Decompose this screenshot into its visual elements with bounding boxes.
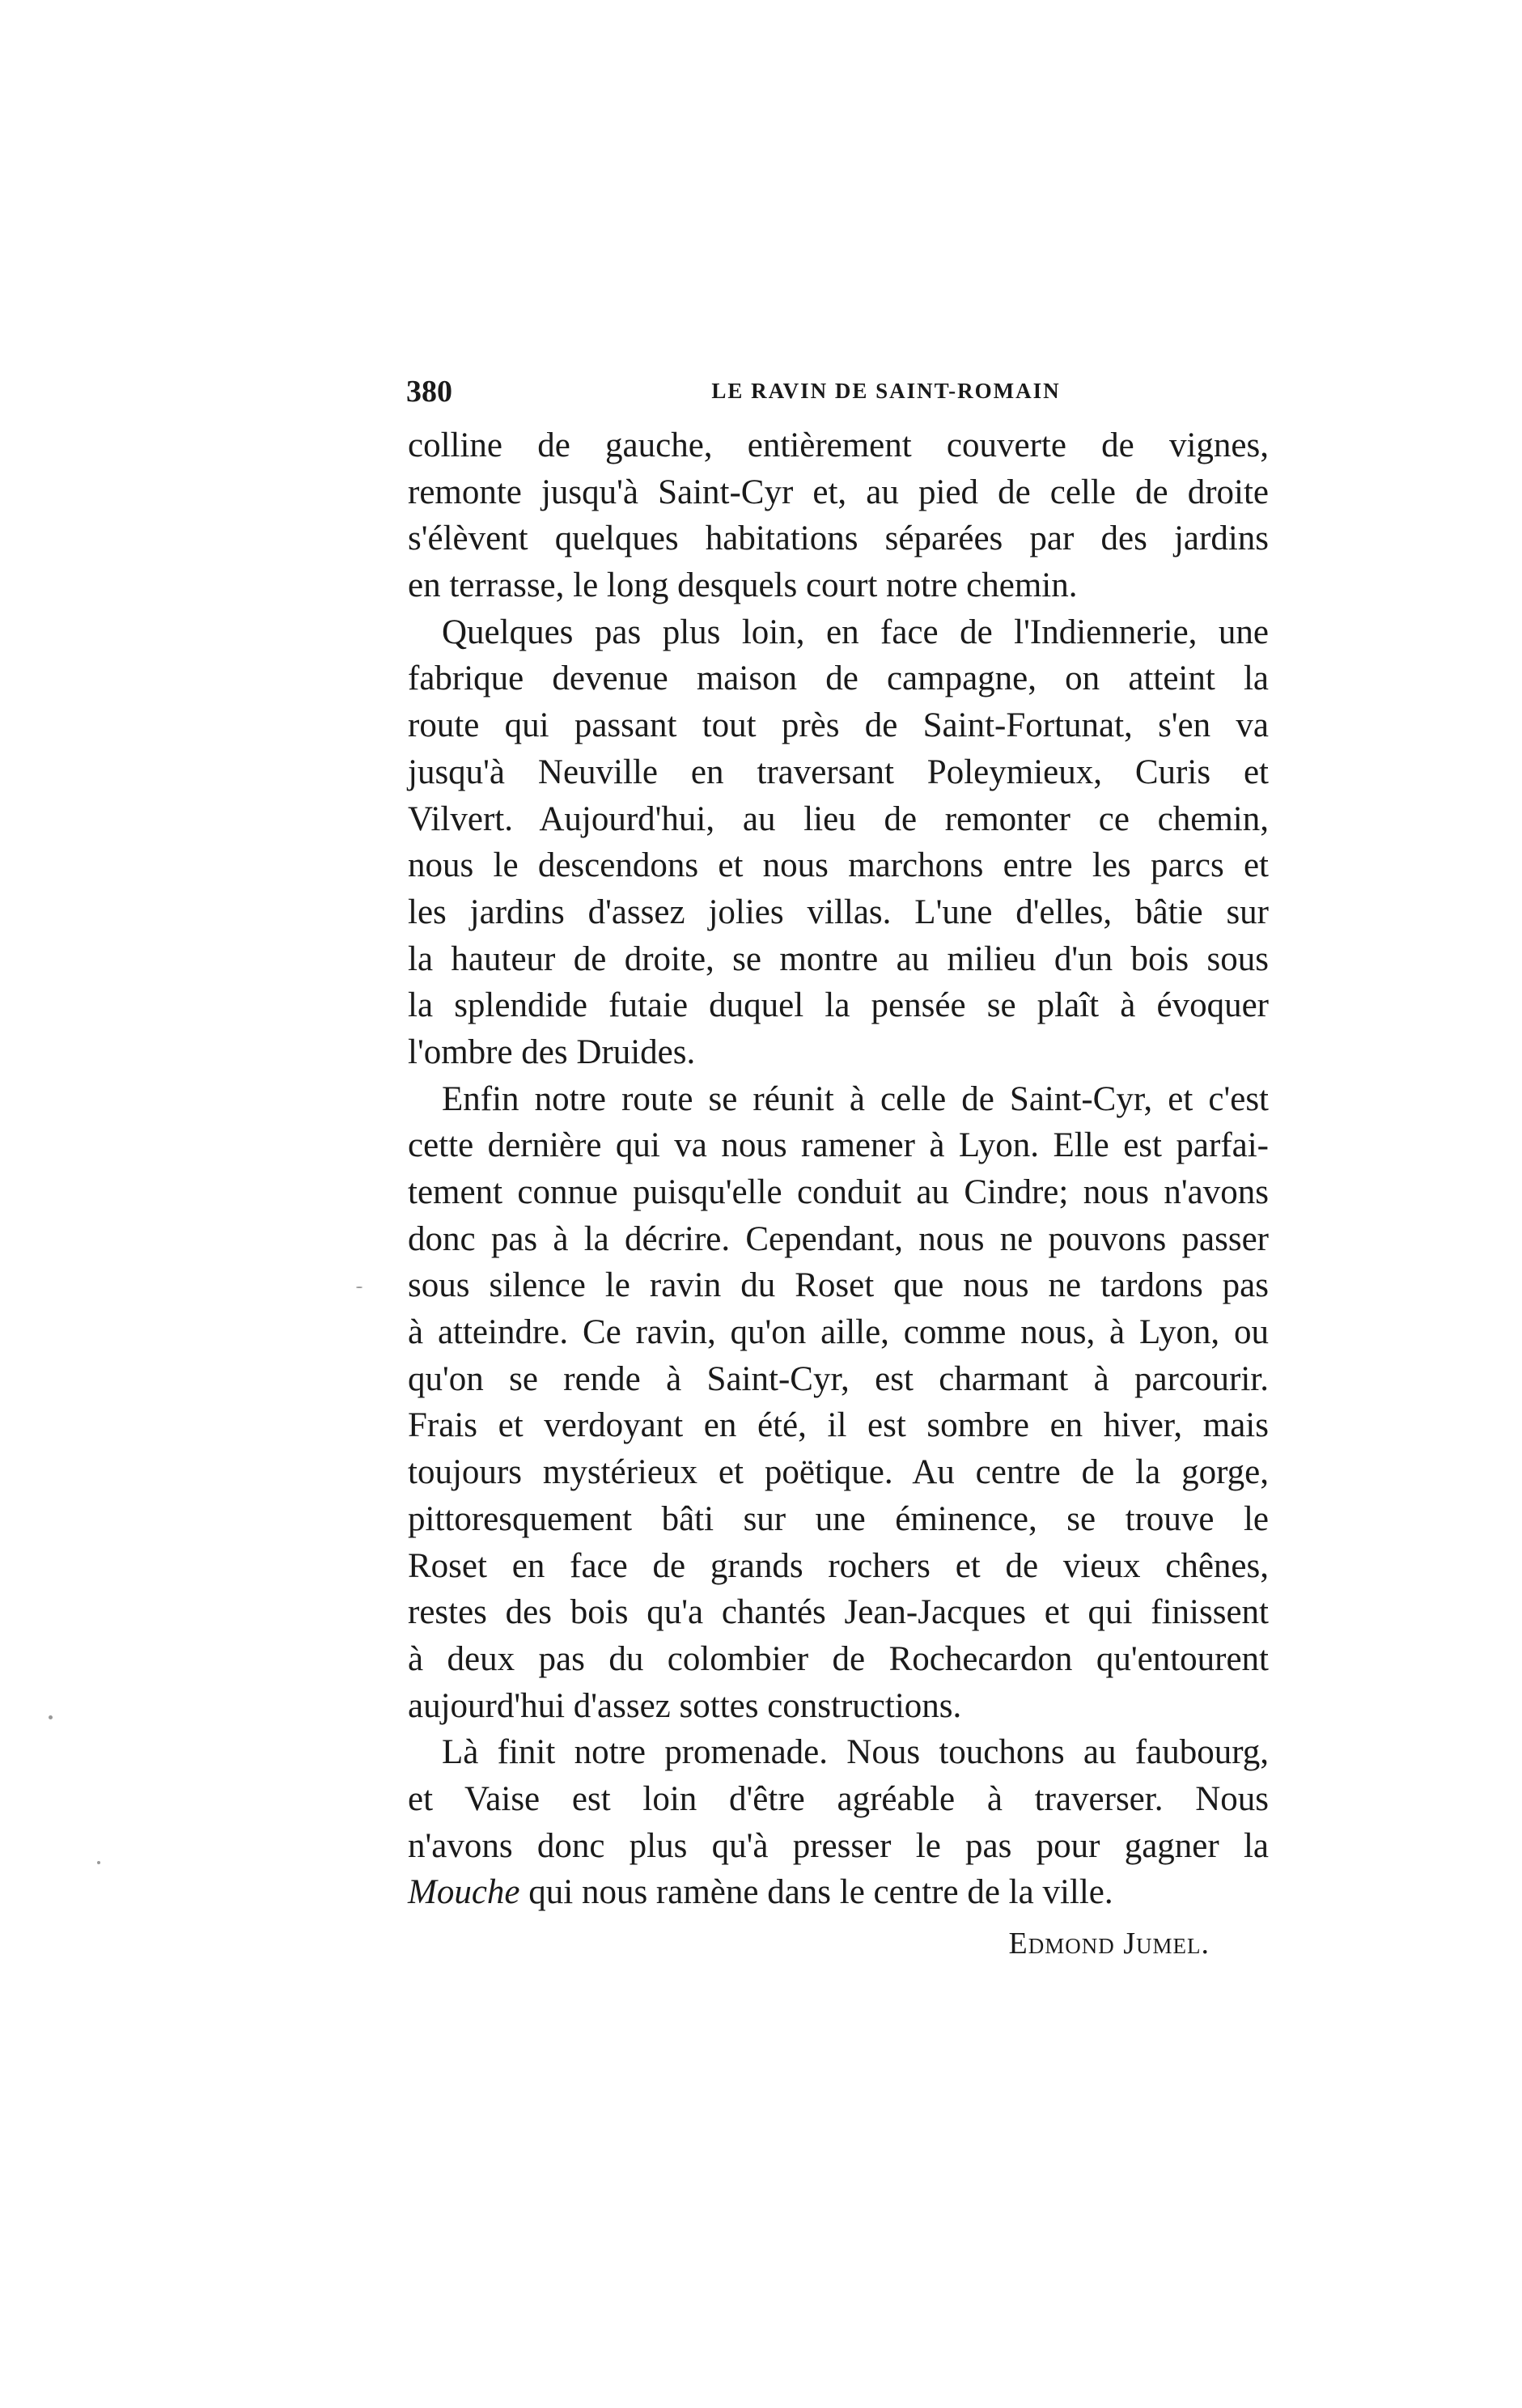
text-line — [408, 1262, 1269, 1309]
line-text: la splendide futaie duquel la pensée se plaît à évoquer — [408, 986, 1269, 1025]
line-text: tement connue puisqu'elle conduit au Cindre; nous n'avons — [408, 1173, 1269, 1211]
line-text: s'élèvent quelques habitations séparées par des jardins — [408, 519, 1269, 558]
line-text: route qui passant tout près de Saint-Fortunat, s'en va — [408, 706, 1269, 745]
text-line — [408, 749, 1269, 796]
text-line — [408, 422, 1269, 469]
page-number: 380 — [406, 375, 452, 409]
line-text: la hauteur de droite, se montre au milieu d'un bois sous — [408, 939, 1269, 978]
text-line — [408, 889, 1269, 936]
line-text: donc pas à la décrire. Cependant, nous ne pouvons passer — [408, 1219, 1269, 1258]
text-line — [408, 1776, 1269, 1823]
body-text — [408, 422, 1269, 1916]
text-line — [408, 609, 1269, 656]
text-line — [408, 1309, 1269, 1356]
line-text: fabrique devenue maison de campagne, on atteint la — [408, 659, 1269, 698]
line-text: l'ombre des Druides. — [408, 1032, 696, 1071]
text-line — [408, 936, 1269, 983]
text-line — [408, 562, 1269, 609]
scan-speck — [49, 1715, 53, 1719]
text-line — [408, 1729, 1269, 1776]
line-text: cette dernière qui va nous ramener à Lyon. Elle est parfai- — [408, 1126, 1269, 1165]
line-text: restes des bois qu'a chantés Jean-Jacques et qui finissent — [408, 1593, 1269, 1632]
text-line — [408, 842, 1269, 889]
text-line — [408, 469, 1269, 516]
line-text: sous silence le ravin du Roset que nous ne tardons pas — [408, 1266, 1269, 1305]
text-line — [408, 1543, 1269, 1590]
line-text: Quelques pas plus loin, en face de l'Indiennerie, une — [442, 613, 1269, 651]
text-line — [408, 1216, 1269, 1263]
line-text: nous le descendons et nous marchons entre les parcs et — [408, 846, 1269, 885]
line-text: les jardins d'assez jolies villas. L'une d'elles, bâtie sur — [408, 892, 1269, 931]
line-text: à atteindre. Ce ravin, qu'on aille, comme nous, à Lyon, ou — [408, 1313, 1269, 1352]
text-line — [408, 796, 1269, 843]
text-line — [408, 1076, 1269, 1123]
line-text: Roset en face de grands rochers et de vieux chênes, — [408, 1546, 1269, 1585]
text-line — [408, 1636, 1269, 1683]
author-signature: Edmond Jumel. — [1008, 1927, 1210, 1961]
text-line — [408, 1122, 1269, 1169]
text-line — [408, 1449, 1269, 1496]
text-line — [408, 515, 1269, 562]
line-text: Là finit notre promenade. Nous touchons au faubourg, — [442, 1733, 1269, 1772]
running-title: LE RAVIN DE SAINT-ROMAIN — [711, 379, 1061, 403]
line-text: en terrasse, le long desquels court notre chemin. — [408, 566, 1078, 605]
line-text: Vilvert. Aujourd'hui, au lieu de remonter ce chemin, — [408, 799, 1269, 838]
line-text: qui nous ramène dans le centre de la ville. — [519, 1873, 1113, 1912]
text-line — [408, 1029, 1269, 1076]
text-line — [408, 702, 1269, 749]
text-line — [408, 1402, 1269, 1449]
line-text: n'avons donc plus qu'à presser le pas pour gagner la — [408, 1826, 1269, 1865]
line-text: jusqu'à Neuville en traversant Poleymieux, Curis et — [408, 752, 1269, 791]
line-text: toujours mystérieux et poëtique. Au centre de la gorge, — [408, 1453, 1269, 1492]
line-text: qu'on se rende à Saint-Cyr, est charmant à parcourir. — [408, 1359, 1269, 1398]
text-line — [408, 655, 1269, 702]
text-line — [408, 1823, 1269, 1870]
line-text: colline de gauche, entièrement couverte de vignes, — [408, 426, 1269, 464]
scan-speck — [356, 1287, 362, 1288]
text-line — [408, 1496, 1269, 1543]
scan-speck — [97, 1861, 100, 1864]
text-line — [408, 1683, 1269, 1730]
text-line — [408, 1356, 1269, 1403]
line-text: Enfin notre route se réunit à celle de Saint-Cyr, et c'est — [442, 1079, 1269, 1118]
line-text: pittoresquement bâti sur une éminence, se trouve le — [408, 1499, 1269, 1538]
line-text: aujourd'hui d'assez sottes constructions. — [408, 1686, 962, 1725]
line-text: Frais et verdoyant en été, il est sombre en hiver, mais — [408, 1406, 1269, 1445]
line-text: à deux pas du colombier de Rochecardon qu'entourent — [408, 1639, 1269, 1678]
line-text: remonte jusqu'à Saint-Cyr et, au pied de celle de droite — [408, 473, 1269, 511]
text-line — [408, 1869, 1269, 1916]
text-line — [408, 982, 1269, 1029]
line-text: et Vaise est loin d'être agréable à traverser. Nous — [408, 1779, 1269, 1818]
italic-word: Mouche — [408, 1873, 520, 1912]
text-line — [408, 1589, 1269, 1636]
text-line — [408, 1169, 1269, 1216]
